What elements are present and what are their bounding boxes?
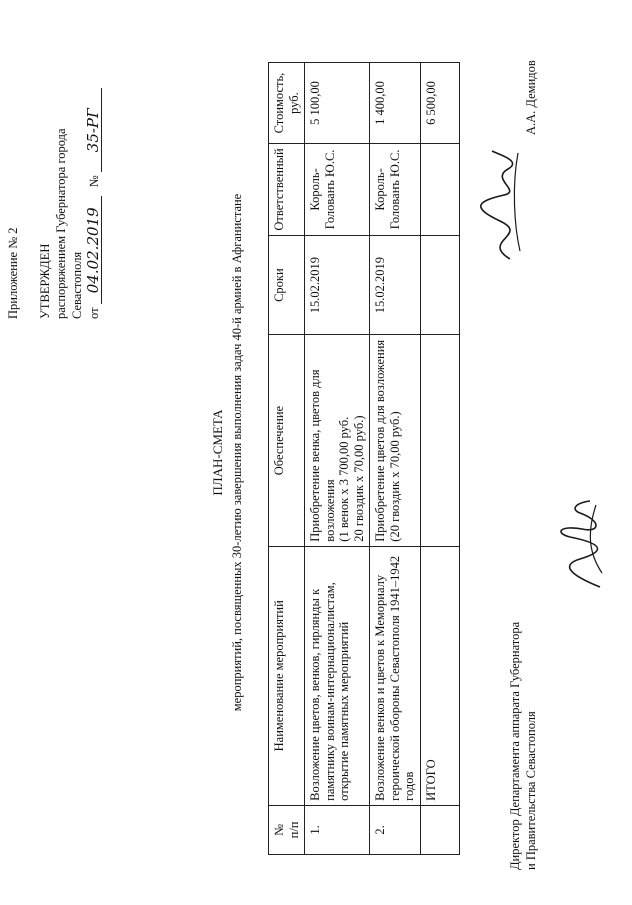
row-dates: 15.02.2019 — [305, 235, 370, 335]
row-cost: 5 100,00 — [305, 63, 370, 144]
left-signature-image — [540, 495, 618, 595]
header-dates: Сроки — [269, 235, 305, 335]
footer-signer-name: А.А. Демидов — [524, 60, 538, 135]
approval-heading: УТВЕРЖДЕН — [38, 243, 52, 319]
approval-number: 35-РГ — [86, 88, 102, 172]
total-number-cell — [420, 805, 459, 854]
footer-position-line-2: и Правительства Севастополя — [524, 711, 538, 870]
table-header-row — [269, 63, 305, 855]
total-label: ИТОГО — [420, 546, 459, 805]
appendix-label: Приложение № 2 — [6, 227, 20, 319]
header-responsible: Ответственный — [269, 144, 305, 236]
plan-table — [268, 62, 460, 855]
row-responsible: Король- Голованъ Ю.С. — [370, 144, 421, 236]
footer-position-line-1: Директор Департамента аппарата Губернатора — [508, 621, 522, 870]
document-subtitle: мероприятий, посвященных 30-летию завершения выполнения задач 40-й армией в Афганистане — [230, 193, 244, 712]
row-name: Возложение венков и цветов к Мемориалу героической обороны Севастополя 1941–1942 годов — [370, 546, 421, 805]
approval-line-2: Севастополя — [70, 251, 84, 319]
header-number: № п/п — [269, 805, 305, 854]
approval-date: 04.02.2019 — [86, 196, 102, 304]
number-prefix: № — [87, 175, 101, 188]
row-number: 1. — [305, 805, 370, 854]
total-value: 6 500,00 — [420, 63, 459, 144]
row-responsible: Король- Голованъ Ю.С. — [305, 144, 370, 236]
row-number: 2. — [370, 805, 421, 854]
total-row — [420, 63, 459, 855]
table-row — [305, 63, 370, 855]
total-empty-cell — [420, 235, 459, 335]
row-support: Приобретение цветов для возложения (20 гвоздик х 70,00 руб.) — [370, 335, 421, 546]
approval-line-1: распоряжением Губернатора города — [54, 128, 68, 319]
approval-date-line — [86, 88, 102, 319]
header-name: Наименование мероприятий — [269, 546, 305, 805]
row-dates: 15.02.2019 — [370, 235, 421, 335]
header-cost: Стоимость, руб. — [269, 63, 305, 144]
header-support: Обеспечение — [269, 335, 305, 546]
document-title: ПЛАН-СМЕТА — [210, 409, 225, 496]
row-support: Приобретение венка, цветов для возложения (1 венок х 3 700,00 руб. 20 гвоздик х 70,00 руб.) — [305, 335, 370, 546]
total-empty-cell — [420, 144, 459, 236]
row-cost: 1 400,00 — [370, 63, 421, 144]
row-name: Возложение цветов, венков, гирлянды к памятнику воинам-интернационалистам, открытие памятных мероприятий — [305, 546, 370, 805]
right-signature-image — [470, 145, 540, 265]
table-row — [370, 63, 421, 855]
total-empty-cell — [420, 335, 459, 546]
date-prefix: от — [87, 307, 101, 319]
